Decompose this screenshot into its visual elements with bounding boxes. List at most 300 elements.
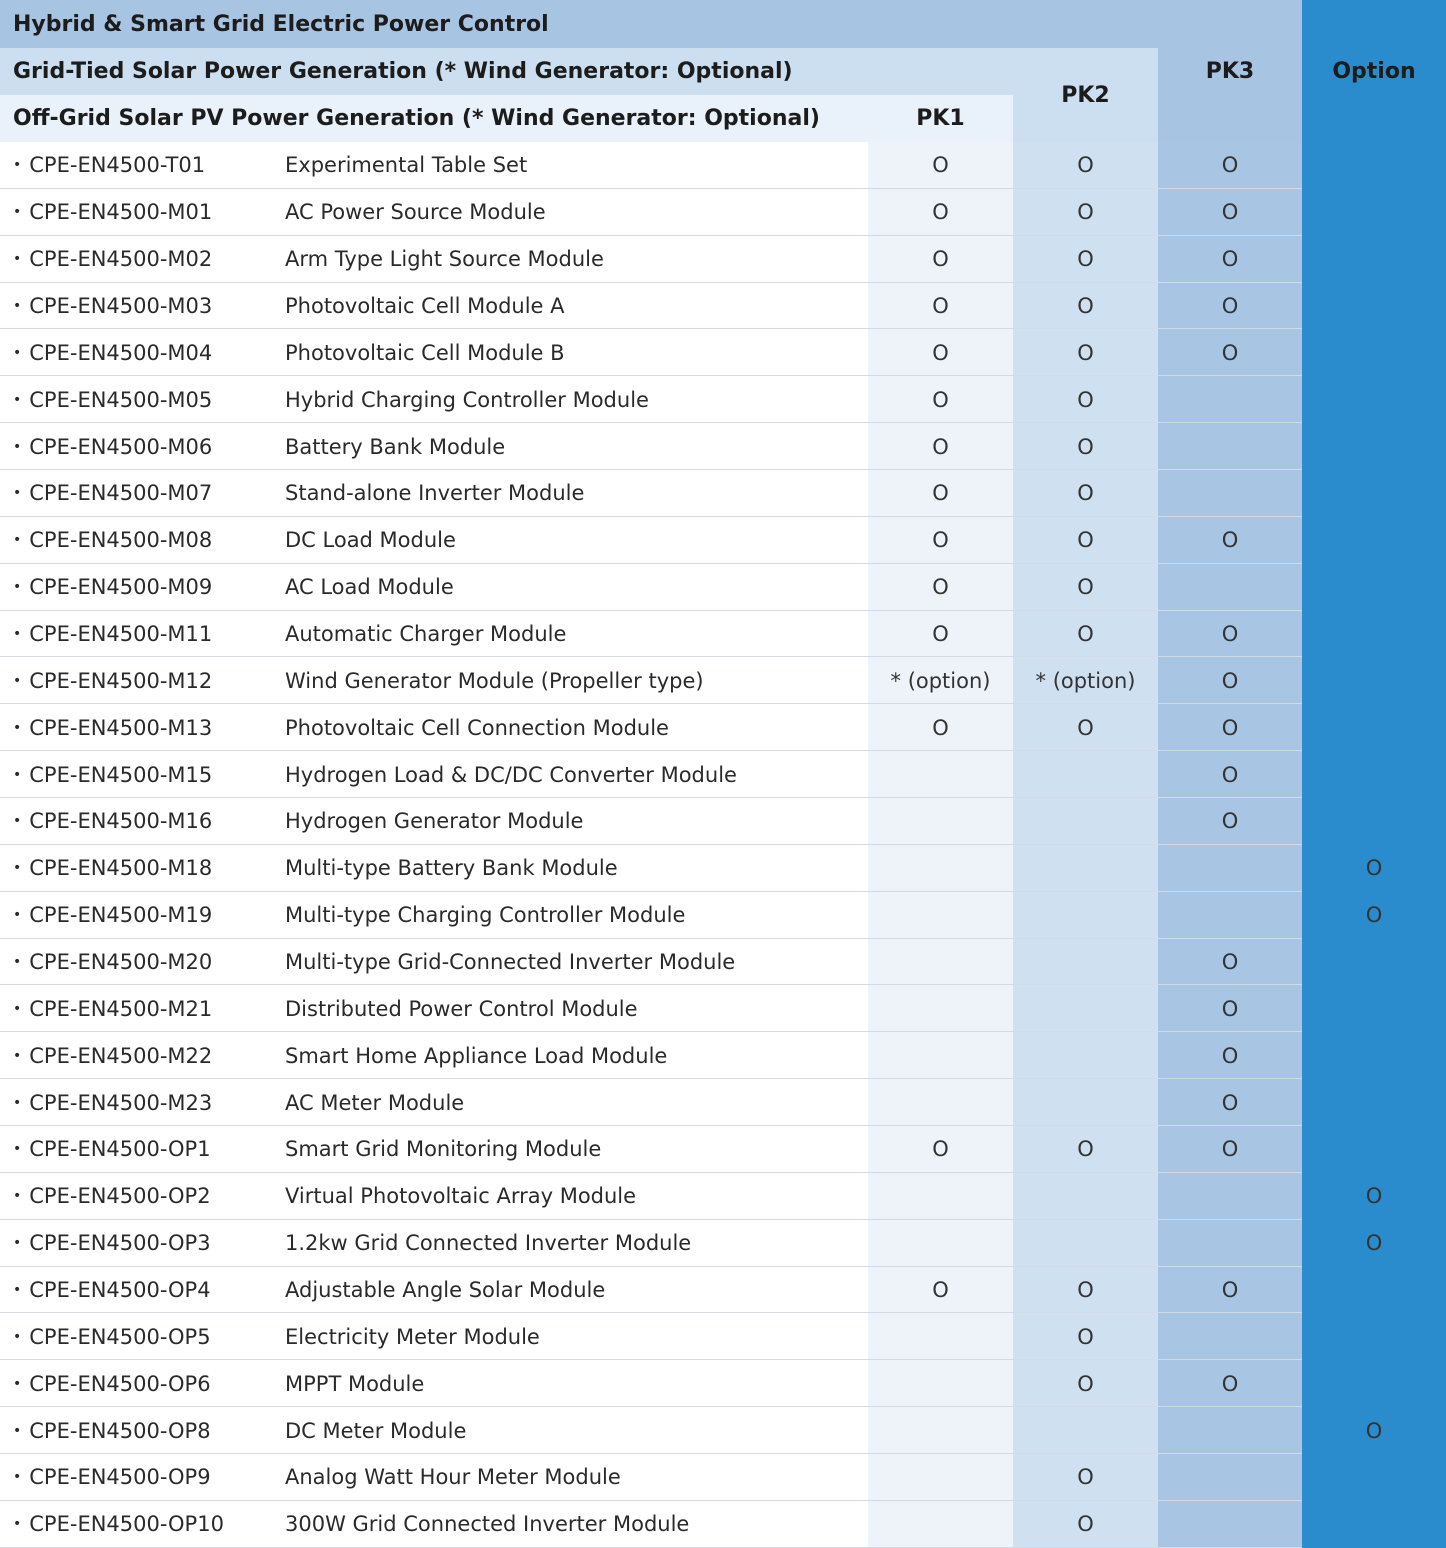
module-name-cell [285, 1032, 868, 1079]
pk3-cell [1158, 1313, 1302, 1360]
table-body [0, 142, 1446, 1548]
module-name-cell [285, 939, 868, 986]
pk3-mark: O [1221, 950, 1239, 975]
grid-tied-header [0, 48, 1158, 95]
pk2-cell [1013, 1126, 1158, 1173]
pk1-cell [868, 517, 1013, 564]
module-name: Photovoltaic Cell Module A [285, 294, 565, 318]
module-name: Battery Bank Module [285, 434, 506, 459]
module-name-cell [285, 142, 868, 189]
table-row [0, 611, 1446, 658]
option-cell [1302, 376, 1446, 423]
pk1-mark: O [932, 528, 949, 553]
option-cell [1302, 236, 1446, 283]
pk1-mark: O [932, 1137, 949, 1162]
table-row [0, 985, 1446, 1032]
module-code: CPE-EN4500-OP6 [29, 1371, 211, 1396]
pk3-cell [1158, 1267, 1302, 1314]
pk3-mark: O [1221, 762, 1239, 787]
pk2-cell [1013, 189, 1158, 236]
module-name: AC Meter Module [285, 1090, 465, 1115]
bullet: • [13, 1516, 22, 1533]
table-title [0, 0, 1302, 48]
module-code-cell [0, 376, 285, 423]
off-grid-header [0, 95, 868, 142]
table-row [0, 845, 1446, 892]
pk3-cell [1158, 564, 1302, 611]
option-cell [1302, 1032, 1446, 1079]
pk2-mark: O [1077, 1137, 1094, 1162]
module-code: CPE-EN4500-M02 [29, 247, 213, 272]
pk1-mark: O [932, 622, 949, 647]
table-row [0, 564, 1446, 611]
pk2-cell [1013, 142, 1158, 189]
module-name: Arm Type Light Source Module [285, 247, 604, 272]
pk2-mark: O [1077, 387, 1094, 412]
pk1-cell [868, 1032, 1013, 1079]
table-row [0, 892, 1446, 939]
option-cell [1302, 189, 1446, 236]
pk1-mark: O [932, 294, 949, 318]
option-cell [1302, 704, 1446, 751]
pk3-cell [1158, 1501, 1302, 1548]
module-name: Experimental Table Set [285, 153, 528, 178]
table-row [0, 1313, 1446, 1360]
module-name: 300W Grid Connected Inverter Module [285, 1512, 690, 1537]
bullet: • [13, 485, 22, 502]
table-row [0, 236, 1446, 283]
module-code-cell [0, 517, 285, 564]
pk3-cell [1158, 939, 1302, 986]
table-row [0, 704, 1446, 751]
module-name-cell [285, 236, 868, 283]
pk3-cell [1158, 1454, 1302, 1501]
module-code: CPE-EN4500-M13 [29, 715, 213, 740]
pk2-mark: O [1077, 1371, 1094, 1396]
table-row [0, 1501, 1446, 1548]
bullet: • [13, 204, 22, 221]
option-cell [1302, 1407, 1446, 1454]
module-name: Distributed Power Control Module [285, 996, 638, 1021]
module-code-cell [0, 1407, 285, 1454]
pk1-cell [868, 704, 1013, 751]
table-row [0, 1454, 1446, 1501]
bullet: • [13, 1469, 22, 1486]
pk1-cell [868, 657, 1013, 704]
module-code-cell [0, 1454, 285, 1501]
pk3-cell [1158, 985, 1302, 1032]
bullet: • [13, 579, 22, 596]
option-cell [1302, 939, 1446, 986]
pk1-cell [868, 845, 1013, 892]
bullet: • [13, 1375, 22, 1392]
module-code-cell [0, 798, 285, 845]
pk1-cell [868, 1220, 1013, 1267]
bullet: • [13, 1188, 22, 1205]
option-cell [1302, 845, 1446, 892]
option-cell [1302, 283, 1446, 330]
table-row [0, 142, 1446, 189]
bullet: • [13, 626, 22, 643]
module-code-cell [0, 1360, 285, 1407]
pk3-cell [1158, 1360, 1302, 1407]
module-name-cell [285, 1267, 868, 1314]
pk1-header-text: PK1 [916, 106, 965, 131]
module-name: 1.2kw Grid Connected Inverter Module [285, 1231, 692, 1256]
pk1-cell [868, 1173, 1013, 1220]
module-name-cell [285, 470, 868, 517]
module-code: CPE-EN4500-M09 [29, 575, 213, 600]
bullet: • [13, 1328, 22, 1345]
pk1-mark: O [932, 1278, 949, 1303]
module-code-cell [0, 236, 285, 283]
pk2-mark: O [1077, 200, 1094, 225]
pk2-cell [1013, 1501, 1158, 1548]
pk3-mark: O [1221, 340, 1239, 365]
pk1-cell [868, 376, 1013, 423]
module-name-cell [285, 1313, 868, 1360]
pk1-cell [868, 892, 1013, 939]
module-code: CPE-EN4500-M01 [29, 200, 213, 225]
module-name-cell [285, 1407, 868, 1454]
pk2-cell [1013, 376, 1158, 423]
pk1-mark: O [932, 715, 949, 740]
module-name-cell [285, 1126, 868, 1173]
table-row [0, 657, 1446, 704]
module-code: CPE-EN4500-M07 [29, 481, 213, 506]
pk1-cell [868, 470, 1013, 517]
module-code-cell [0, 657, 285, 704]
module-code: CPE-EN4500-M16 [29, 809, 213, 834]
table-row [0, 376, 1446, 423]
pk3-cell [1158, 236, 1302, 283]
pk2-mark: O [1077, 1278, 1094, 1303]
table-row [0, 1220, 1446, 1267]
module-code-cell [0, 423, 285, 470]
pk3-mark: O [1221, 996, 1239, 1021]
module-name: Virtual Photovoltaic Array Module [285, 1184, 637, 1209]
pk2-cell [1013, 564, 1158, 611]
bullet: • [13, 1282, 22, 1299]
pk3-cell [1158, 189, 1302, 236]
pk3-cell [1158, 283, 1302, 330]
table-row [0, 329, 1446, 376]
bullet: • [13, 672, 22, 689]
pk2-cell [1013, 470, 1158, 517]
bullet: • [13, 1141, 22, 1158]
pk3-cell [1158, 329, 1302, 376]
option-cell [1302, 611, 1446, 658]
option-cell [1302, 142, 1446, 189]
module-name: Hydrogen Load & DC/DC Converter Module [285, 762, 737, 787]
bullet: • [13, 438, 22, 455]
option-cell [1302, 1173, 1446, 1220]
pk3-cell [1158, 517, 1302, 564]
module-code-cell [0, 470, 285, 517]
option-cell [1302, 329, 1446, 376]
pk1-cell [868, 611, 1013, 658]
pk3-cell [1158, 423, 1302, 470]
pk3-mark: O [1221, 1278, 1239, 1303]
module-name: Automatic Charger Module [285, 622, 567, 647]
pk3-mark: O [1221, 200, 1239, 225]
option-cell [1302, 892, 1446, 939]
pk1-cell [868, 564, 1013, 611]
module-code: CPE-EN4500-M20 [29, 950, 213, 975]
pk3-cell [1158, 1079, 1302, 1126]
pk3-header-text: PK3 [1205, 58, 1255, 84]
table-row [0, 1032, 1446, 1079]
module-code: CPE-EN4500-M12 [29, 668, 213, 693]
module-code-cell [0, 1313, 285, 1360]
pk3-cell [1158, 751, 1302, 798]
option-cell [1302, 1220, 1446, 1267]
pk2-cell [1013, 1079, 1158, 1126]
pk3-mark: O [1221, 668, 1239, 693]
module-name: Photovoltaic Cell Connection Module [285, 715, 669, 740]
module-code: CPE-EN4500-M11 [29, 622, 213, 647]
module-code: CPE-EN4500-M04 [29, 340, 213, 365]
option-cell [1302, 1360, 1446, 1407]
module-code-cell [0, 1267, 285, 1314]
pk2-mark: O [1077, 575, 1094, 600]
pk3-mark: O [1221, 809, 1239, 834]
pk1-cell [868, 1407, 1013, 1454]
pk1-cell [868, 939, 1013, 986]
module-name: DC Meter Module [285, 1418, 467, 1443]
option-mark: O [1365, 1231, 1383, 1256]
pk1-mark: O [932, 434, 949, 459]
module-code: CPE-EN4500-M18 [29, 856, 213, 881]
pk2-cell [1013, 1220, 1158, 1267]
module-name: AC Load Module [285, 575, 454, 600]
option-mark: O [1365, 903, 1383, 928]
pk3-mark: O [1221, 153, 1239, 178]
module-name-cell [285, 751, 868, 798]
pk3-mark: O [1221, 528, 1239, 553]
bullet: • [13, 954, 22, 971]
module-code-cell [0, 1173, 285, 1220]
module-code: CPE-EN4500-M08 [29, 528, 213, 553]
pk2-cell [1013, 329, 1158, 376]
option-cell [1302, 798, 1446, 845]
module-code-cell [0, 892, 285, 939]
module-code: CPE-EN4500-OP2 [29, 1184, 211, 1209]
pk2-mark: * (option) [1035, 668, 1136, 693]
module-code-cell [0, 939, 285, 986]
bullet: • [13, 1422, 22, 1439]
pk1-mark: O [932, 481, 949, 506]
table-row [0, 1407, 1446, 1454]
pk1-cell [868, 1360, 1013, 1407]
module-name: Photovoltaic Cell Module B [285, 340, 565, 365]
module-code-cell [0, 1032, 285, 1079]
pk1-cell [868, 329, 1013, 376]
module-code: CPE-EN4500-M23 [29, 1090, 213, 1115]
module-code-cell [0, 704, 285, 751]
pk1-mark: * (option) [890, 668, 991, 693]
pk3-mark: O [1221, 247, 1239, 272]
pk2-cell [1013, 892, 1158, 939]
module-name: Hybrid Charging Controller Module [285, 387, 649, 412]
bullet: • [13, 1235, 22, 1252]
table-row [0, 189, 1446, 236]
table-row [0, 939, 1446, 986]
pk2-mark: O [1077, 340, 1094, 365]
pk2-cell [1013, 657, 1158, 704]
bullet: • [13, 813, 22, 830]
pk1-mark: O [932, 575, 949, 600]
table-row [0, 1079, 1446, 1126]
module-name: Wind Generator Module (Propeller type) [285, 668, 704, 693]
module-name-cell [285, 1079, 868, 1126]
bullet: • [13, 907, 22, 924]
module-code: CPE-EN4500-M05 [29, 387, 213, 412]
module-code-cell [0, 1501, 285, 1548]
bullet: • [13, 391, 22, 408]
pk2-mark: O [1077, 294, 1094, 318]
bullet: • [13, 860, 22, 877]
module-code-cell [0, 751, 285, 798]
option-cell [1302, 985, 1446, 1032]
module-code-cell [0, 1220, 285, 1267]
option-cell [1302, 751, 1446, 798]
pk2-mark: O [1077, 715, 1094, 740]
bullet: • [13, 766, 22, 783]
option-cell [1302, 423, 1446, 470]
pk2-mark: O [1077, 247, 1094, 272]
pk2-cell [1013, 985, 1158, 1032]
module-code-cell [0, 611, 285, 658]
pk3-column-header [1158, 0, 1302, 142]
pk3-mark: O [1221, 715, 1239, 740]
table-row [0, 798, 1446, 845]
pk1-cell [868, 1267, 1013, 1314]
option-cell [1302, 1126, 1446, 1173]
module-name: Stand-alone Inverter Module [285, 481, 585, 506]
module-name-cell [285, 423, 868, 470]
module-name: DC Load Module [285, 528, 456, 553]
off-grid-header-text: Off-Grid Solar PV Power Generation (* Wind Generator: Optional) [13, 106, 820, 131]
module-name-cell [285, 704, 868, 751]
module-name: Analog Watt Hour Meter Module [285, 1465, 621, 1490]
pk3-cell [1158, 611, 1302, 658]
pk3-cell [1158, 1407, 1302, 1454]
bullet: • [13, 1000, 22, 1017]
pk2-cell [1013, 798, 1158, 845]
module-code-cell [0, 985, 285, 1032]
table-row [0, 1126, 1446, 1173]
pk3-cell [1158, 798, 1302, 845]
bullet: • [13, 719, 22, 736]
module-name-cell [285, 611, 868, 658]
pk2-cell [1013, 611, 1158, 658]
pk2-cell [1013, 1313, 1158, 1360]
module-name: Multi-type Grid-Connected Inverter Module [285, 950, 736, 975]
table-row [0, 517, 1446, 564]
pk1-cell [868, 1126, 1013, 1173]
pk3-cell [1158, 1220, 1302, 1267]
option-cell [1302, 1079, 1446, 1126]
pk2-cell [1013, 283, 1158, 330]
pk1-cell [868, 236, 1013, 283]
pk1-cell [868, 142, 1013, 189]
module-code-cell [0, 142, 285, 189]
module-code: CPE-EN4500-M03 [29, 294, 213, 318]
pk3-mark: O [1221, 622, 1239, 647]
pk3-mark: O [1221, 294, 1239, 318]
pk2-mark: O [1077, 528, 1094, 553]
module-code-cell [0, 329, 285, 376]
table-title-text: Hybrid & Smart Grid Electric Power Control [13, 11, 549, 37]
module-code: CPE-EN4500-M15 [29, 762, 213, 787]
pk3-cell [1158, 1032, 1302, 1079]
bullet: • [13, 532, 22, 549]
pk2-cell [1013, 939, 1158, 986]
module-code: CPE-EN4500-T01 [29, 153, 206, 178]
grid-tied-header-text: Grid-Tied Solar Power Generation (* Wind Generator: Optional) [13, 59, 793, 84]
module-code: CPE-EN4500-OP4 [29, 1278, 211, 1303]
option-mark: O [1365, 1184, 1383, 1209]
bullet: • [13, 1047, 22, 1064]
bullet: • [13, 251, 22, 268]
pk2-mark: O [1077, 481, 1094, 506]
pk1-mark: O [932, 340, 949, 365]
bullet: • [13, 298, 22, 314]
module-code: CPE-EN4500-M21 [29, 996, 213, 1021]
pk2-mark: O [1077, 622, 1094, 647]
module-name-cell [285, 329, 868, 376]
module-name: Smart Home Appliance Load Module [285, 1043, 668, 1068]
pk3-cell [1158, 892, 1302, 939]
pk1-cell [868, 1079, 1013, 1126]
pk2-cell [1013, 751, 1158, 798]
module-name-cell [285, 798, 868, 845]
pk2-header-text: PK2 [1061, 82, 1110, 108]
module-code: CPE-EN4500-OP8 [29, 1418, 211, 1443]
pk2-cell [1013, 1454, 1158, 1501]
bullet: • [13, 1094, 22, 1111]
table-row [0, 423, 1446, 470]
bullet: • [13, 344, 22, 361]
module-name: MPPT Module [285, 1371, 425, 1396]
pk1-cell [868, 1501, 1013, 1548]
pk2-mark: O [1077, 1465, 1094, 1490]
module-name-cell [285, 845, 868, 892]
option-cell [1302, 470, 1446, 517]
pk1-cell [868, 798, 1013, 845]
pk1-mark: O [932, 247, 949, 272]
pk2-cell [1013, 423, 1158, 470]
module-code-cell [0, 1079, 285, 1126]
pk3-cell [1158, 657, 1302, 704]
pk1-column-header [868, 95, 1013, 142]
module-name: Hydrogen Generator Module [285, 809, 584, 834]
option-cell [1302, 1267, 1446, 1314]
pk2-cell [1013, 704, 1158, 751]
pk3-cell [1158, 845, 1302, 892]
option-cell [1302, 1454, 1446, 1501]
module-code: CPE-EN4500-M22 [29, 1043, 213, 1068]
pk3-cell [1158, 1126, 1302, 1173]
module-code: CPE-EN4500-M19 [29, 903, 213, 928]
module-name-cell [285, 564, 868, 611]
module-code: CPE-EN4500-OP3 [29, 1231, 211, 1256]
pk1-cell [868, 189, 1013, 236]
pk2-mark: O [1077, 434, 1094, 459]
pk1-mark: O [932, 200, 949, 225]
option-cell [1302, 1501, 1446, 1548]
